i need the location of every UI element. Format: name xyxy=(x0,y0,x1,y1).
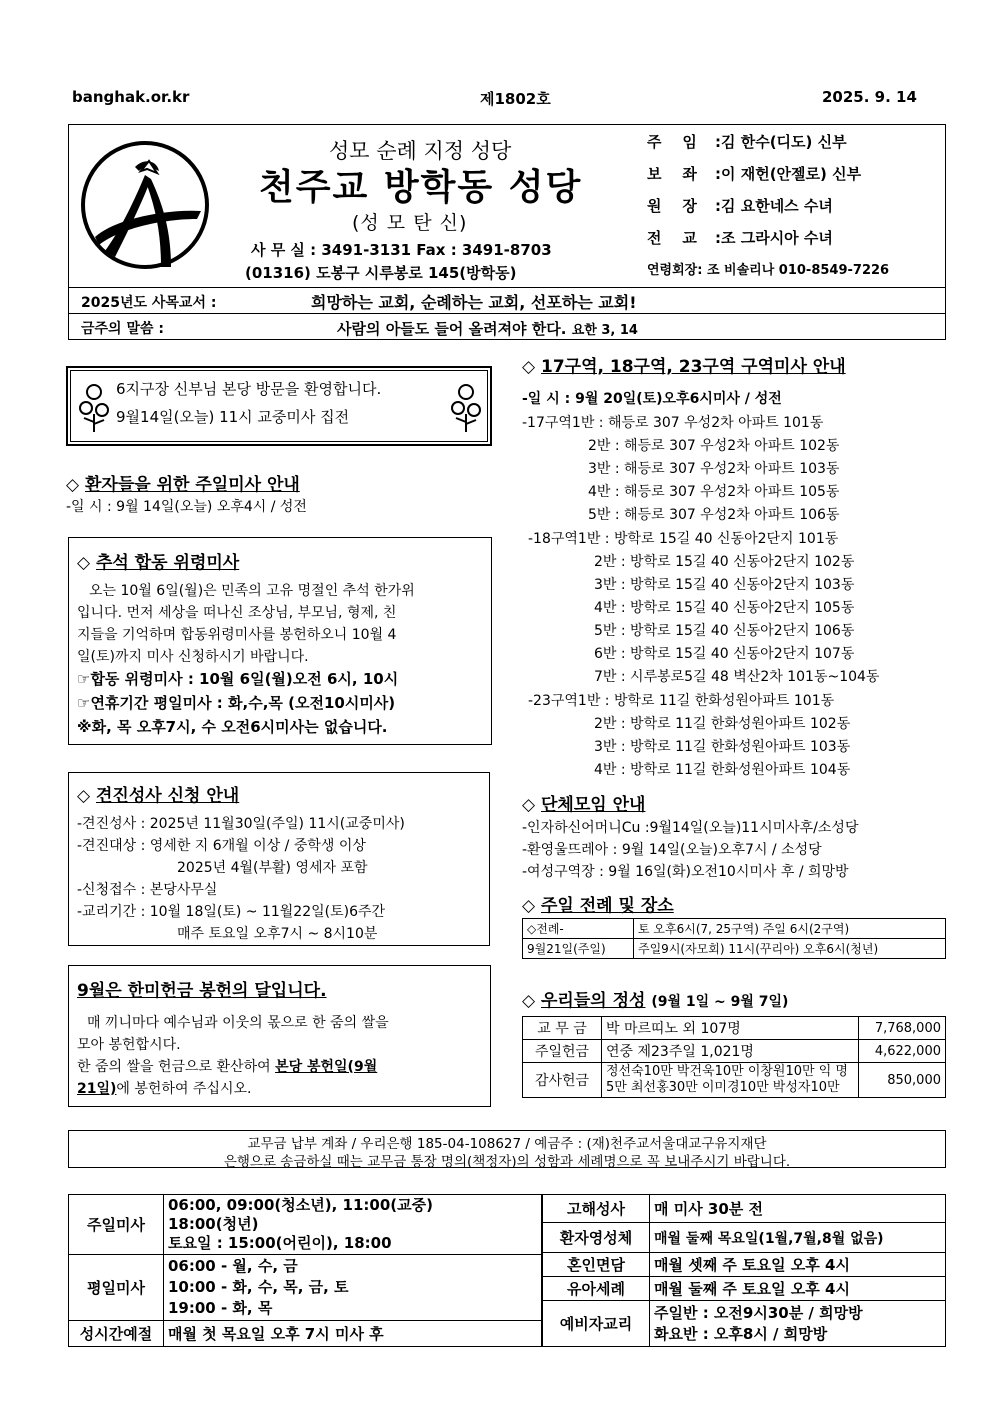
parish-name: 천주교 방학동 성당 xyxy=(259,167,583,208)
groups-heading: ◇ 단체모임 안내 xyxy=(522,795,646,815)
bank-account: 교무금 납부 계좌 / 우리은행 185-04-108627 / 예금주 : (재)천주교서울대교구유지재단 xyxy=(247,1136,767,1152)
chuseok-notice: ※화, 목 오후7시, 수 오전6시미사는 없습니다. xyxy=(77,718,388,736)
masthead-subtitle: 성모 순례 지정 성당 xyxy=(329,139,512,163)
table-row xyxy=(543,1277,946,1301)
schedule-value: 매월 둘째 목요일(1월,7월,8월 없음) xyxy=(650,1223,946,1253)
confirmation-heading: ◇ 견진성사 신청 안내 xyxy=(77,786,240,806)
sick-mass-heading: ◇ 환자들을 위한 주일미사 안내 xyxy=(66,475,300,495)
adoration-time: 매월 첫 목요일 오후 7시 미사 후 xyxy=(164,1321,542,1347)
motto-label: 2025년도 사목교서 : xyxy=(81,295,217,311)
table-row xyxy=(523,939,946,959)
chuseok-holiday-mass: ☞연휴기간 평일미사 : 화,수,목 (오전10시미사) xyxy=(77,694,396,712)
liturgy-cell: 9월21일(주일) xyxy=(523,939,634,959)
staff-row: 원 장 :김 요한네스 수녀 xyxy=(647,197,833,215)
schedule-label: 환자영성체 xyxy=(543,1223,650,1253)
table-row xyxy=(543,1253,946,1277)
groups-line: -여성구역장 : 9월 16일(화)오전10시미사 후 / 희망방 xyxy=(522,864,849,880)
district-row: 5반 : 방학로 15길 40 신동아2단지 106동 xyxy=(594,623,855,639)
district-row: 2반 : 방학로 15길 40 신동아2단지 102동 xyxy=(594,554,855,570)
staff-row: 연령회장: 조 비솔리나 010-8549-7226 xyxy=(647,263,890,278)
table-row xyxy=(543,1195,946,1223)
word-bar xyxy=(68,313,946,340)
schedule-value: 매월 둘째 주 토요일 오후 4시 xyxy=(650,1277,946,1301)
issue-date: 2025. 9. 14 xyxy=(822,88,917,106)
rice-offering-text: 한 줌의 쌀을 헌금으로 환산하여 본당 봉헌일(9월 xyxy=(77,1059,378,1075)
staff-row: 주 임 :김 한수(디도) 신부 xyxy=(647,133,847,151)
district-row: -23구역1반 : 방학로 11길 한화성원아파트 101동 xyxy=(528,693,835,709)
parish-logo-icon xyxy=(75,139,215,275)
sick-mass-line: -일 시 : 9월 14일(오늘) 오후4시 / 성전 xyxy=(66,499,307,515)
confirmation-box xyxy=(68,772,490,946)
liturgy-cell: ◇전례- xyxy=(523,919,634,939)
word-text: 사람의 아들도 들어 올려져야 한다. 요한 3, 14 xyxy=(337,320,638,338)
confirmation-line: -견진성사 : 2025년 11월30일(주일) 11시(교중미사) xyxy=(77,816,405,832)
district-row: 5반 : 해등로 307 우성2차 아파트 106동 xyxy=(588,507,840,523)
groups-line: -인자하신어머니Cu :9월14일(오늘)11시미사후/소성당 xyxy=(522,820,859,836)
chuseok-text: 오는 10월 6일(월)은 민족의 고유 명절인 추석 한가위 xyxy=(89,583,415,599)
flower-icon xyxy=(448,378,484,434)
district-row: 4반 : 방학로 15길 40 신동아2단지 105동 xyxy=(594,600,855,616)
motto-bar xyxy=(68,287,946,314)
confirmation-line: -신청접수 : 본당사무실 xyxy=(77,882,218,898)
bank-notice: 은행으로 송금하실 때는 교무금 통장 명의(책정자)의 성함과 세례명으로 꼭 보내주시기 바랍니다. xyxy=(223,1154,791,1170)
offering-desc: 정선숙10만 박건욱10만 이창원10만 익 명 5만 최선홍30만 이미경10만 박성자10만 xyxy=(602,1063,859,1098)
offering-amount: 4,622,000 xyxy=(859,1040,946,1063)
schedule-label: 주일미사 xyxy=(69,1195,164,1255)
chuseok-text: 지들을 기억하며 합동위령미사를 봉헌하오니 10월 4 xyxy=(77,627,397,643)
schedule-label: 고해성사 xyxy=(543,1195,650,1223)
masthead-paren: (성 모 탄 신) xyxy=(352,212,468,234)
district-row: 2반 : 해등로 307 우성2차 아파트 102동 xyxy=(588,438,840,454)
liturgy-table xyxy=(522,918,946,959)
confirmation-line: -견진대상 : 영세한 지 6개월 이상 / 중학생 이상 xyxy=(77,838,366,854)
offering-amount: 7,768,000 xyxy=(859,1017,946,1040)
liturgy-heading: ◇ 주일 전례 및 장소 xyxy=(522,896,674,916)
motto-text: 희망하는 교회, 순례하는 교회, 선포하는 교회! xyxy=(311,293,637,312)
district-row: 4반 : 방학로 11길 한화성원아파트 104동 xyxy=(594,762,851,778)
offering-heading: ◇ 우리들의 정성 (9월 1일 ~ 9월 7일) xyxy=(522,991,789,1011)
confirmation-line: -교리기간 : 10월 18일(토) ~ 11월22일(토)6주간 xyxy=(77,904,386,920)
staff-row: 보 좌 :이 재헌(안젤로) 신부 xyxy=(647,165,862,183)
offering-label: 감사헌금 xyxy=(523,1063,602,1098)
district-mass-date: -일 시 : 9월 20일(토)오후6시미사 / 성전 xyxy=(522,391,782,407)
chuseok-text: 일(토)까지 미사 신청하시기 바랍니다. xyxy=(77,649,309,665)
chuseok-mass-time: ☞합동 위령미사 : 10월 6일(월)오전 6시, 10시 xyxy=(77,670,399,688)
district-row: 4반 : 해등로 307 우성2차 아파트 105동 xyxy=(588,484,840,500)
sunday-mass-times: 06:00, 09:00(청소년), 11:00(교중) 18:00(청년) 토요일 : 15:00(어린이), 18:00 xyxy=(164,1195,542,1255)
schedule-value: 매월 셋째 주 토요일 오후 4시 xyxy=(650,1253,946,1277)
mass-schedule-table xyxy=(68,1194,542,1347)
chuseok-box xyxy=(68,537,492,745)
confirmation-line: 매주 토요일 오후7시 ~ 8시10분 xyxy=(177,926,378,942)
table-row xyxy=(69,1321,542,1347)
district-mass-heading: ◇ 17구역, 18구역, 23구역 구역미사 안내 xyxy=(522,357,846,377)
schedule-label: 혼인면담 xyxy=(543,1253,650,1277)
groups-line: -환영울뜨레아 : 9월 14일(오늘)오후7시 / 소성당 xyxy=(522,842,822,858)
rice-offering-text: 모아 봉헌합시다. xyxy=(77,1037,181,1053)
schedule-label: 유아세례 xyxy=(543,1277,650,1301)
chuseok-heading: ◇ 추석 합동 위령미사 xyxy=(77,553,240,573)
district-row: 6반 : 방학로 15길 40 신동아2단지 107동 xyxy=(594,646,855,662)
liturgy-cell: 토 오후6시(7, 25구역) 주일 6시(2구역) xyxy=(634,919,946,939)
welcome-banner xyxy=(66,366,492,446)
sacrament-schedule-table xyxy=(542,1194,946,1347)
table-row xyxy=(523,1017,946,1040)
schedule-label: 예비자교리 xyxy=(543,1301,650,1347)
issue-number: 제1802호 xyxy=(480,90,551,108)
office-address: (01316) 도봉구 시루봉로 145(방학동) xyxy=(245,264,517,282)
district-row: 3반 : 해등로 307 우성2차 아파트 103동 xyxy=(588,461,840,477)
offering-desc: 박 마르띠노 외 107명 xyxy=(602,1017,859,1040)
offering-label: 교 무 금 xyxy=(523,1017,602,1040)
bank-info xyxy=(68,1130,946,1168)
staff-list xyxy=(647,131,889,287)
district-row: 7반 : 시루봉로5길 48 벽산2차 101동~104동 xyxy=(594,669,880,685)
table-row xyxy=(543,1223,946,1253)
offering-table xyxy=(522,1016,946,1098)
liturgy-cell: 주일9시(자모회) 11시(꾸리아) 오후6시(청년) xyxy=(634,939,946,959)
district-row: -18구역1반 : 방학로 15길 40 신동아2단지 101동 xyxy=(528,531,839,547)
rice-offering-box xyxy=(68,965,491,1107)
district-row: 2반 : 방학로 11길 한화성원아파트 102동 xyxy=(594,716,851,732)
table-row xyxy=(69,1195,542,1255)
masthead xyxy=(68,124,946,288)
welcome-line-1: 6지구장 신부님 본당 방문을 환영합니다. xyxy=(116,380,382,398)
office-phone: 사 무 실 : 3491-3131 Fax : 3491-8703 xyxy=(251,241,552,259)
offering-desc: 연중 제23주일 1,021명 xyxy=(602,1040,859,1063)
district-row: 3반 : 방학로 11길 한화성원아파트 103동 xyxy=(594,739,851,755)
table-row xyxy=(543,1301,946,1347)
schedule-value: 매 미사 30분 전 xyxy=(650,1195,946,1223)
confirmation-line: 2025년 4월(부활) 영세자 포함 xyxy=(177,860,368,876)
table-row xyxy=(523,1063,946,1098)
district-row: -17구역1반 : 해등로 307 우성2차 아파트 101동 xyxy=(522,415,824,431)
rice-offering-text: 21일)에 봉헌하여 주십시오. xyxy=(77,1081,252,1097)
table-row xyxy=(523,1040,946,1063)
district-row: 3반 : 방학로 15길 40 신동아2단지 103동 xyxy=(594,577,855,593)
chuseok-text: 입니다. 먼저 세상을 떠나신 조상님, 부모님, 형제, 친 xyxy=(77,605,397,621)
staff-row: 전 교 :조 그라시아 수녀 xyxy=(647,229,833,247)
weekday-mass-times: 06:00 - 월, 수, 금 10:00 - 화, 수, 목, 금, 토 19:00 - 화, 목 xyxy=(164,1255,542,1321)
rice-offering-heading: 9월은 한미헌금 봉헌의 달입니다. xyxy=(77,981,327,1001)
schedule-label: 평일미사 xyxy=(69,1255,164,1321)
rice-offering-text: 매 끼니마다 예수님과 이웃의 몫으로 한 줌의 쌀을 xyxy=(87,1015,389,1031)
site-url: banghak.or.kr xyxy=(72,88,190,106)
welcome-line-2: 9월14일(오늘) 11시 교중미사 집전 xyxy=(116,408,350,426)
table-row xyxy=(523,919,946,939)
offering-label: 주일헌금 xyxy=(523,1040,602,1063)
word-label: 금주의 말씀 : xyxy=(81,321,164,337)
table-row xyxy=(69,1255,542,1321)
offering-amount: 850,000 xyxy=(859,1063,946,1098)
schedule-label: 성시간예절 xyxy=(69,1321,164,1347)
catechumen-times: 주일반 : 오전9시30분 / 희망방 화요반 : 오후8시 / 희망방 xyxy=(650,1301,946,1347)
flower-icon xyxy=(76,378,112,434)
